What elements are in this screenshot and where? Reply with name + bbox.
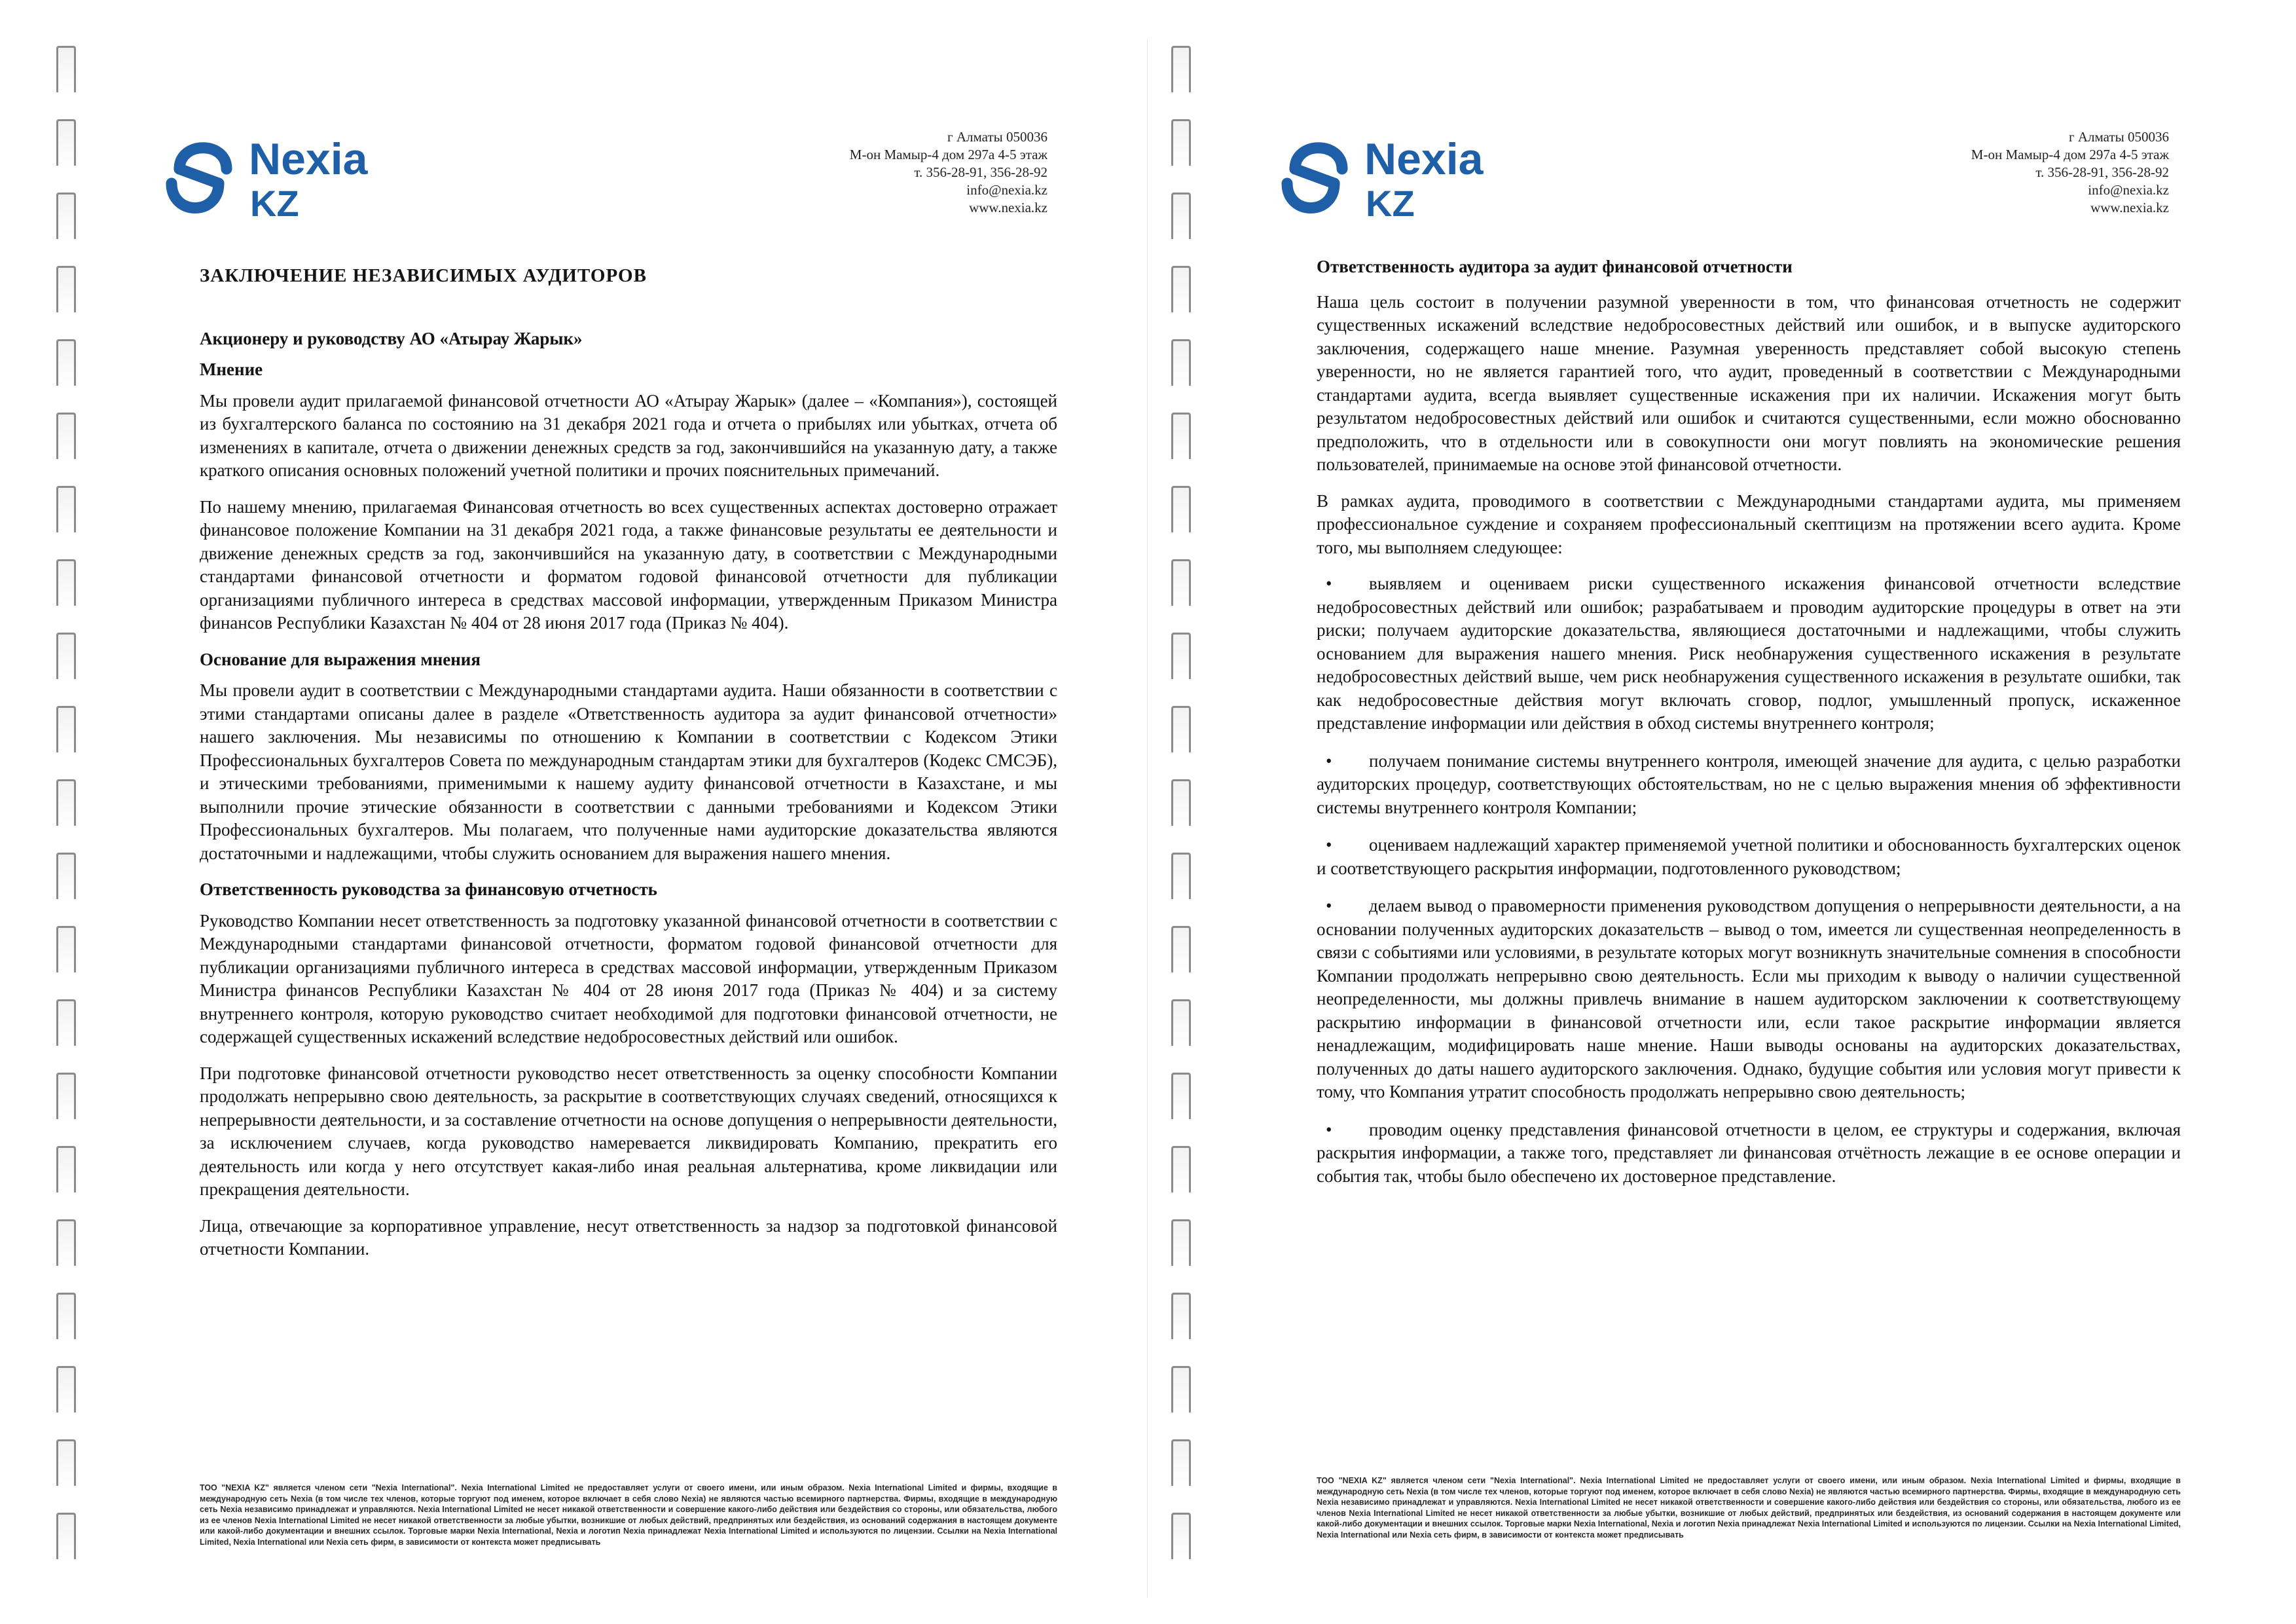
list-item: • оцениваем надлежащий характер применяемой учетной политики и обоснованность бухгалтерских оценок и соответствующего раскрытия информации, подготовленного руководством; [1317,835,2181,878]
auditor-heading: Ответственность аудитора за аудит финансовой отчетности [1317,257,1793,276]
bullet-marker: • [1326,750,1332,771]
address-city-right: г Алматы 050036 [2069,129,2169,145]
list-item: • выявляем и оцениваем риски существенного искажения финансовой отчетности вследствие недобросовестных действий или ошибок; разрабатываем и проводим аудиторские процедуры в ответ на эти риски; получаем аудиторские доказательства, являющиеся достаточными и надлежащими, чтобы служить основанием для выражения нашего мнения. Риск необнаружения существенного искажения в результате недобросовестных действий выше, чем риск необнаружения существенного искажения в результате ошибки, так как недобросовестные действия могут включать сговор, подлог, умышленный пропуск, искаженное представление информации или действия в обход системы внутреннего контроля; [1317,574,2181,733]
logo-word-nexia-right: Nexia [1364,134,1484,184]
management-paragraph-3: Лица, отвечающие за корпоративное управление, несут ответственность за надзор за подготовкой финансовой отчетности Компании. [200,1215,1057,1259]
address-phone: т. 356-28-91, 356-28-92 [914,164,1048,180]
bullet-marker: • [1326,835,1332,855]
management-heading: Ответственность руководства за финансовую отчетность [200,879,657,899]
management-paragraph-2: При подготовке финансовой отчетности руководство несет ответственность за оценку способности Компании продолжать непрерывно свою деятельность, за раскрытие в соответствующих случаях сведений, относящихся к непрерывности деятельности, и за составление отчетности на основе допущения о непрерывности деятельности, за исключением случаев, когда руководство намеревается ликвидировать Компанию, прекратить его деятельность или когда у него отсутствует какая-либо иная реальная альтернатива, кроме ликвидации или прекращения деятельности. [200,1063,1057,1199]
auditor-procedures-list [1317,572,2181,1188]
address-email: info@nexia.kz [966,182,1048,198]
address-phone-right: т. 356-28-91, 356-28-92 [2035,164,2169,180]
logo-word-kz: KZ [250,183,299,224]
auditor-paragraph-2: В рамках аудита, проводимого в соответствии с Международными стандартами аудита, мы применяем профессиональное суждение и сохраняем профессиональный скептицизм на протяжении всего аудита. Кроме того, мы выполняем следующее: [1317,490,2181,557]
list-item: • получаем понимание системы внутреннего контроля, имеющей значение для аудита, с целью разработки аудиторских процедур, соответствующих обстоятельствам, но не с целью выражения мнения об эффективности системы внутреннего контроля Компании; [1317,750,2181,817]
basis-heading: Основание для выражения мнения [200,649,481,669]
right-page [1148,0,2296,1624]
nexia-logo-right [1269,118,1504,229]
list-item: • проводим оценку представления финансовой отчетности в целом, ее структуры и содержания, включая раскрытия информации, а также того, представляет ли финансовая отчётность лежащие в ее основе операции и события так, чтобы было обеспечено их достоверное представление. [1317,1119,2181,1186]
opinion-paragraph-2: По нашему мнению, прилагаемая Финансовая отчетность во всех существенных аспектах достоверно отражает финансовое положение Компании на 31 декабря 2021 года, а также финансовые результаты ее деятельности и движение денежных средств за год, закончившийся на указанную дату, в соответствии с Международными стандартами финансовой отчетности и форматом годовой финансовой отчетности для публикации организациями публичного интереса в средствах массовой информации, утвержденным Приказом Министра финансов Республики Казахстан № 404 от 28 июня 2017 года (Приказ № 404). [200,496,1057,633]
company-address-right [1802,128,2169,217]
bullet-marker: • [1326,574,1332,593]
address-street-right: М-он Мамыр-4 дом 297а 4-5 этаж [1971,147,2169,162]
report-title: ЗАКЛЮЧЕНИЕ НЕЗАВИСИМЫХ АУДИТОРОВ [200,265,647,286]
management-paragraph-1: Руководство Компании несет ответственность за подготовку указанной финансовой отчетности в соответствии с Международными стандартами финансовой отчетности, форматом годовой финансовой отчетности для публикации организациями публичного интереса в средствах массовой информации, утвержденным Приказом Министра финансов Республики Казахстан № 404 от 28 июня 2017 года (Приказ № 404) и за систему внутреннего контроля, которую руководство считает необходимой для подготовки финансовой отчетности, не содержащей существенных искажений вследствие недобросовестных действий или ошибок. [200,910,1057,1046]
bullet-marker: • [1326,1119,1332,1139]
address-city: г Алматы 050036 [947,129,1048,145]
opinion-paragraph-1: Мы провели аудит прилагаемой финансовой отчетности АО «Атырау Жарык» (далее – «Компания»), состоящей из бухгалтерского баланса по состоянию на 31 декабря 2021 года и отчета о прибылях или убытках, отчета об изменениях в капитале, отчета о движении денежных средств за год, закончившийся на указанную дату, а также краткого описания основных положений учетной политики и прочих пояснительных примечаний. [200,390,1057,480]
logo-word-kz-right: KZ [1366,183,1415,224]
company-address [681,128,1048,217]
opinion-heading: Мнение [200,360,263,379]
bullet-marker: • [1326,896,1332,915]
right-page-body [1317,255,2181,1202]
address-street: М-он Мамыр-4 дом 297а 4-5 этаж [849,147,1048,162]
nexia-logo [153,118,389,229]
address-email-right: info@nexia.kz [2088,182,2169,198]
logo-word-nexia: Nexia [249,134,368,184]
footer-disclaimer-right: ТОО "NEXIA KZ" является членом сети "Nexia International". Nexia International Limited не предоставляет услуги от своего имени, или иным образом. Nexia International Limited и фирмы, входящие в международную сеть Nexia (в том числе тех членов, которые торгуют под именем, которое включает в себя слово Nexia) не являются частью всемирного партнерства. Фирмы, входящие в международную сеть Nexia независимо принадлежат и управляются. Nexia International Limited не несет никакой ответственности и совершение какого-либо действия или бездействия со стороны, или обязательства, любого из ее членов Nexia International Limited не несет никакой ответственности за любые убытки, возникшие от любых действий, предпринятых или бездействия, из оснований содержания в настоящем документе или какой-либо документации и внешних ссылок. Торговые марки Nexia International, Nexia и логотип Nexia принадлежат Nexia International Limited и используются по лицензии. Ссылки на Nexia International Limited, Nexia International или Nexia сеть фирм, в зависимости от контекста может предписывать [1317,1476,2181,1540]
address-web-right: www.nexia.kz [2090,200,2169,215]
footer-disclaimer-left: ТОО "NEXIA KZ" является членом сети "Nexia International". Nexia International Limited не предоставляет услуги от своего имени, или иным образом. Nexia International Limited и фирмы, входящие в международную сеть Nexia (в том числе тех членов, которые торгуют под именем, которое включает в себя слово Nexia) не являются частью всемирного партнерства. Фирмы, входящие в международную сеть Nexia независимо принадлежат и управляются. Nexia International Limited не несет никакой ответственности и совершение какого-либо действия или бездействия со стороны, или обязательства, любого из ее членов Nexia International Limited не несет никакой ответственности за любые убытки, возникшие от любых действий, предпринятых или бездействия, из оснований содержания в настоящем документе или какой-либо документации и внешних ссылок. Торговые марки Nexia International, Nexia и логотип Nexia принадлежат Nexia International Limited и используются по лицензии. Ссылки на Nexia International Limited, Nexia International или Nexia сеть фирм, в зависимости от контекста может предписывать [200,1483,1057,1547]
list-item: • делаем вывод о правомерности применения руководством допущения о непрерывности деятельности, а на основании полученных аудиторских доказательств – вывод о том, имеется ли существенная неопределенность в связи с событиями или условиями, в результате которых могут возникнуть значительные сомнения в способности Компании продолжать непрерывно свою деятельность. Если мы приходим к выводу о наличии существенной неопределенности, мы должны привлечь внимание в нашем аудиторском заключении к соответствующему раскрытию информации в финансовой отчетности или, если такое раскрытие информации является ненадлежащим, модифицировать наше мнение. Наши выводы основаны на аудиторских доказательствах, полученных до даты нашего аудиторского заключения. Однако, будущие события или условия могут привести к тому, что Компания утратит способность продолжать непрерывно свою деятельность; [1317,896,2181,1101]
basis-paragraph: Мы провели аудит в соответствии с Международными стандартами аудита. Наши обязанности в соответствии с этими стандартами описаны далее в разделе «Ответственность аудитора за аудит финансовой отчетности» нашего заключения. Мы независимы по отношению к Компании в соответствии с Кодексом Этики Профессиональных бухгалтеров Совета по международным стандартам этики для бухгалтеров (Кодекс СМСЭБ), и этическими требованиями, применимыми к нашему аудиту финансовой отчетности в Казахстане, и мы выполнили прочие этические обязанности в соответствии с данными требованиями и Кодексом Этики Профессиональных бухгалтеров. Мы полагаем, что полученные нами аудиторские доказательства являются достаточными и надлежащими, чтобы служить основанием для выражения нашего мнения. [200,680,1057,863]
left-page-body [200,265,1057,1274]
addressee: Акционеру и руководству АО «Атырау Жарык» [200,328,583,348]
address-web: www.nexia.kz [969,200,1048,215]
auditor-paragraph-1: Наша цель состоит в получении разумной уверенности в том, что финансовая отчетность не содержит существенных искажений вследствие недобросовестных действий или ошибок, и в выпуске аудиторского заключения, содержащего наше мнение. Разумная уверенность представляет собой высокую степень уверенности, но не является гарантией того, что аудит, проведенный в соответствии с Международными стандартами аудита, всегда выявляет существенные искажения при их наличии. Искажения могут быть результатом недобросовестных действий или ошибок и считаются существенными, если можно обоснованно предположить, что в отдельности или в совокупности они могут повлиять на экономические решения пользователей, принимаемые на основе этой финансовой отчетности. [1317,291,2181,474]
